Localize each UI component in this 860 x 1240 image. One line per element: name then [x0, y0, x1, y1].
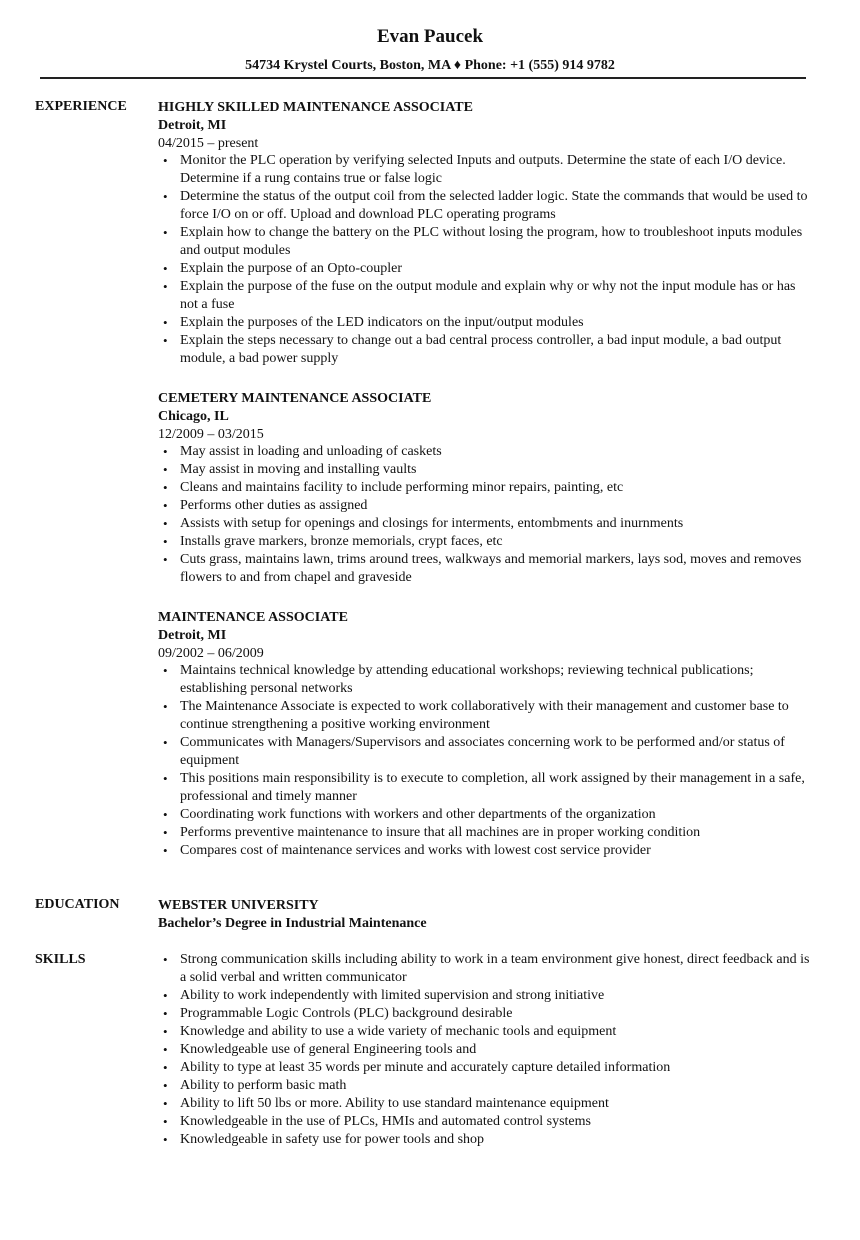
job-entry	[158, 99, 815, 368]
section-label-skills: SKILLS	[35, 952, 86, 967]
job-bullet: • Explain how to change the battery on the PLC without losing the program, how to troubleshoot inputs modules and output modules	[180, 224, 815, 260]
skill-item: • Ability to perform basic math	[180, 1077, 815, 1095]
job-bullet: • Explain the steps necessary to change out a bad central process controller, a bad input module, a bad output module, a bad power supply	[180, 332, 815, 368]
job-bullet: • Assists with setup for openings and closings for interments, entombments and inurnments	[180, 515, 815, 533]
header-divider	[40, 77, 806, 79]
candidate-name: Evan Paucek	[376, 26, 484, 47]
section-label-experience: EXPERIENCE	[35, 99, 127, 114]
job-dates: 09/2002 – 06/2009	[158, 646, 264, 661]
skill-item: • Ability to type at least 35 words per minute and accurately capture detailed information	[180, 1059, 815, 1077]
job-bullet: • Cleans and maintains facility to include performing minor repairs, painting, etc	[180, 479, 815, 497]
skill-item: • Ability to lift 50 lbs or more. Ability to use standard maintenance equipment	[180, 1095, 815, 1113]
contact-line: 54734 Krystel Courts, Boston, MA ♦ Phone: +1 (555) 914 9782	[245, 58, 615, 73]
job-bullet: • Monitor the PLC operation by verifying selected Inputs and outputs. Determine the state of each I/O device. Determine if a rung contains true or false logic	[180, 152, 815, 188]
job-location: Detroit, MI	[158, 628, 227, 643]
job-dates: 12/2009 – 03/2015	[158, 427, 264, 442]
job-bullet: • Coordinating work functions with workers and other departments of the organization	[180, 806, 815, 824]
job-bullets	[158, 443, 815, 587]
skills-content	[158, 951, 815, 1149]
job-title: CEMETERY MAINTENANCE ASSOCIATE	[158, 391, 432, 406]
job-bullet: • Cuts grass, maintains lawn, trims around trees, walkways and memorial markers, lays sod, moves and removes flowers to and from chapel and graveside	[180, 551, 815, 587]
section-label-education: EDUCATION	[35, 897, 120, 912]
skill-item: • Knowledgeable in the use of PLCs, HMIs and automated control systems	[180, 1113, 815, 1131]
skill-item: • Knowledge and ability to use a wide variety of mechanic tools and equipment	[180, 1023, 815, 1041]
skill-item: • Ability to work independently with limited supervision and strong initiative	[180, 987, 815, 1005]
job-bullet: • Explain the purpose of the fuse on the output module and explain why or why not the input module has or has not a fuse	[180, 278, 815, 314]
job-bullet: • Communicates with Managers/Supervisors and associates concerning work to be performed and/or status of equipment	[180, 734, 815, 770]
job-bullet: • Performs preventive maintenance to insure that all machines are in proper working condition	[180, 824, 815, 842]
job-bullet: • Installs grave markers, bronze memorials, crypt faces, etc	[180, 533, 815, 551]
resume-body	[35, 98, 815, 1149]
job-bullet: • Determine the status of the output coil from the selected ladder logic. State the commands that would be used to force I/O on or off. Upload and download PLC operating programs	[180, 188, 815, 224]
education-section	[35, 896, 815, 933]
job-bullet: • The Maintenance Associate is expected to work collaboratively with their management and customer base to continue strengthening a positive working environment	[180, 698, 815, 734]
skill-item: • Knowledgeable in safety use for power tools and shop	[180, 1131, 815, 1149]
job-location: Chicago, IL	[158, 409, 229, 424]
job-dates: 04/2015 – present	[158, 136, 259, 151]
skills-section	[35, 951, 815, 1149]
job-bullet: • This positions main responsibility is to execute to completion, all work assigned by their management in a safe, professional and timely manner	[180, 770, 815, 806]
job-bullets	[158, 152, 815, 368]
job-entry	[158, 390, 815, 587]
resume-header	[0, 0, 860, 74]
job-bullet: • Explain the purposes of the LED indicators on the input/output modules	[180, 314, 815, 332]
job-title: HIGHLY SKILLED MAINTENANCE ASSOCIATE	[158, 100, 473, 115]
skills-list	[158, 951, 815, 1149]
education-content	[158, 896, 815, 933]
job-bullets	[158, 662, 815, 860]
skill-item: • Knowledgeable use of general Engineering tools and	[180, 1041, 815, 1059]
job-bullet: • May assist in loading and unloading of caskets	[180, 443, 815, 461]
school-name: WEBSTER UNIVERSITY	[158, 898, 319, 913]
job-bullet: • Performs other duties as assigned	[180, 497, 815, 515]
degree: Bachelor’s Degree in Industrial Maintenance	[158, 916, 427, 931]
job-entry	[158, 609, 815, 860]
job-title: MAINTENANCE ASSOCIATE	[158, 610, 348, 625]
experience-section	[35, 98, 815, 882]
job-location: Detroit, MI	[158, 118, 227, 133]
experience-content	[158, 98, 815, 882]
skill-item: • Strong communication skills including ability to work in a team environment give honest, direct feedback and is a solid verbal and written communicator	[180, 951, 815, 987]
job-bullet: • May assist in moving and installing vaults	[180, 461, 815, 479]
job-bullet: • Explain the purpose of an Opto-coupler	[180, 260, 815, 278]
job-bullet: • Maintains technical knowledge by attending educational workshops; reviewing technical publications; establishing personal networks	[180, 662, 815, 698]
skill-item: • Programmable Logic Controls (PLC) background desirable	[180, 1005, 815, 1023]
job-bullet: • Compares cost of maintenance services and works with lowest cost service provider	[180, 842, 815, 860]
